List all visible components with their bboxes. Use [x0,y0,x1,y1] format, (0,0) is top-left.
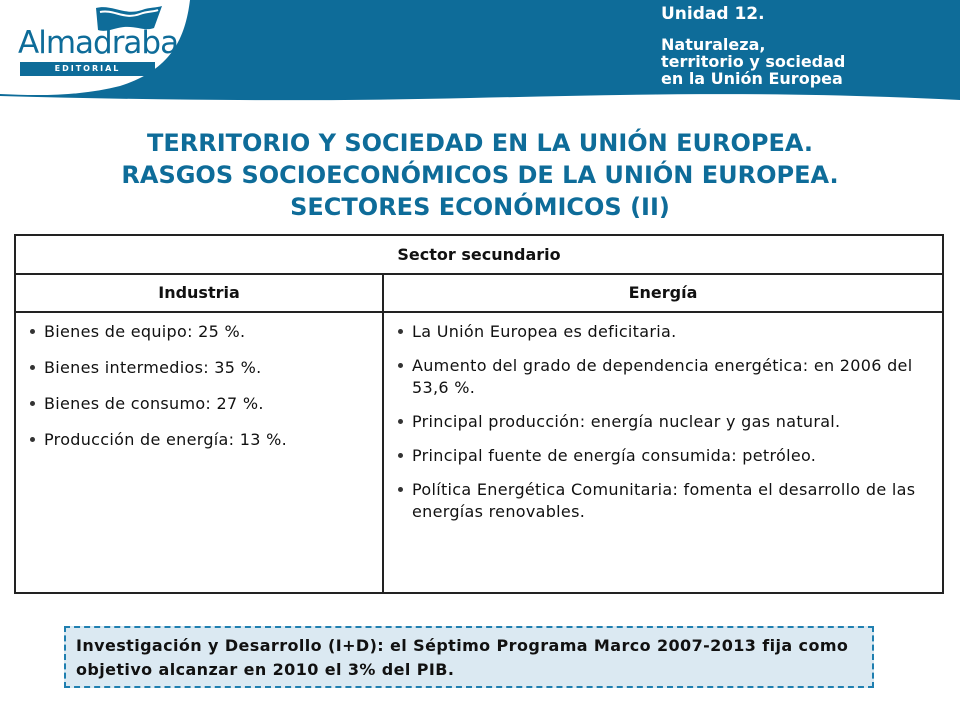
list-item-text: Producción de energía: 13 %. [44,430,287,449]
list-item-text: Principal producción: energía nuclear y gas natural. [412,412,841,431]
logo-subtitle: EDITORIAL [20,62,155,76]
page-title-line: SECTORES ECONÓMICOS (II) [290,193,670,221]
list-item-text: Política Energética Comunitaria: fomenta el desarrollo de las energías renovables. [412,480,916,521]
list-item-text: Bienes de equipo: 25 %. [44,322,246,341]
unit-box [661,4,951,87]
list-item [398,445,934,467]
energia-list [384,313,942,523]
logo-name: Almadraba [18,25,179,61]
list-item [398,355,934,399]
unit-subtitle-line: Naturaleza, [661,35,766,54]
list-item [30,393,382,415]
bullet-icon [398,487,403,492]
sector-table [14,234,944,594]
bullet-icon [398,363,403,368]
unit-subtitle [661,36,951,87]
list-item [30,429,382,451]
unit-subtitle-line: territorio y sociedad [661,52,846,71]
list-item [30,321,382,343]
list-item [398,411,934,433]
industria-list [16,313,382,451]
list-item-text: Bienes de consumo: 27 %. [44,394,264,413]
column-header-industria: Industria [16,275,384,311]
bullet-icon [30,437,35,442]
list-item-text: Principal fuente de energía consumida: petróleo. [412,446,817,465]
research-note: Investigación y Desarrollo (I+D): el Séptimo Programa Marco 2007-2013 fija como objetivo alcanzar en 2010 el 3% del PIB. [64,626,874,688]
unit-title: Unidad 12. [661,4,765,24]
list-item-text: Aumento del grado de dependencia energética: en 2006 del 53,6 %. [412,356,913,397]
table-column-headers [16,275,942,313]
bullet-icon [398,329,403,334]
bullet-icon [398,419,403,424]
bullet-icon [398,453,403,458]
page-title-line: RASGOS SOCIOECONÓMICOS DE LA UNIÓN EUROPEA. [121,161,839,189]
list-item-text: La Unión Europea es deficitaria. [412,322,677,341]
column-header-energia: Energía [628,283,698,302]
list-item [398,321,934,343]
list-item [30,357,382,379]
bullet-icon [30,365,35,370]
page-title [40,127,920,223]
table-header: Sector secundario [16,236,942,275]
energia-cell [384,313,942,594]
almadraba-logo [18,4,179,76]
page-title-line: TERRITORIO Y SOCIEDAD EN LA UNIÓN EUROPEA. [146,129,814,157]
industria-cell [16,313,384,594]
unit-subtitle-line: en la Unión Europea [661,69,843,88]
list-item-text: Bienes intermedios: 35 %. [44,358,262,377]
list-item [398,479,934,523]
bullet-icon [30,329,35,334]
bullet-icon [30,401,35,406]
table-body [16,313,942,594]
